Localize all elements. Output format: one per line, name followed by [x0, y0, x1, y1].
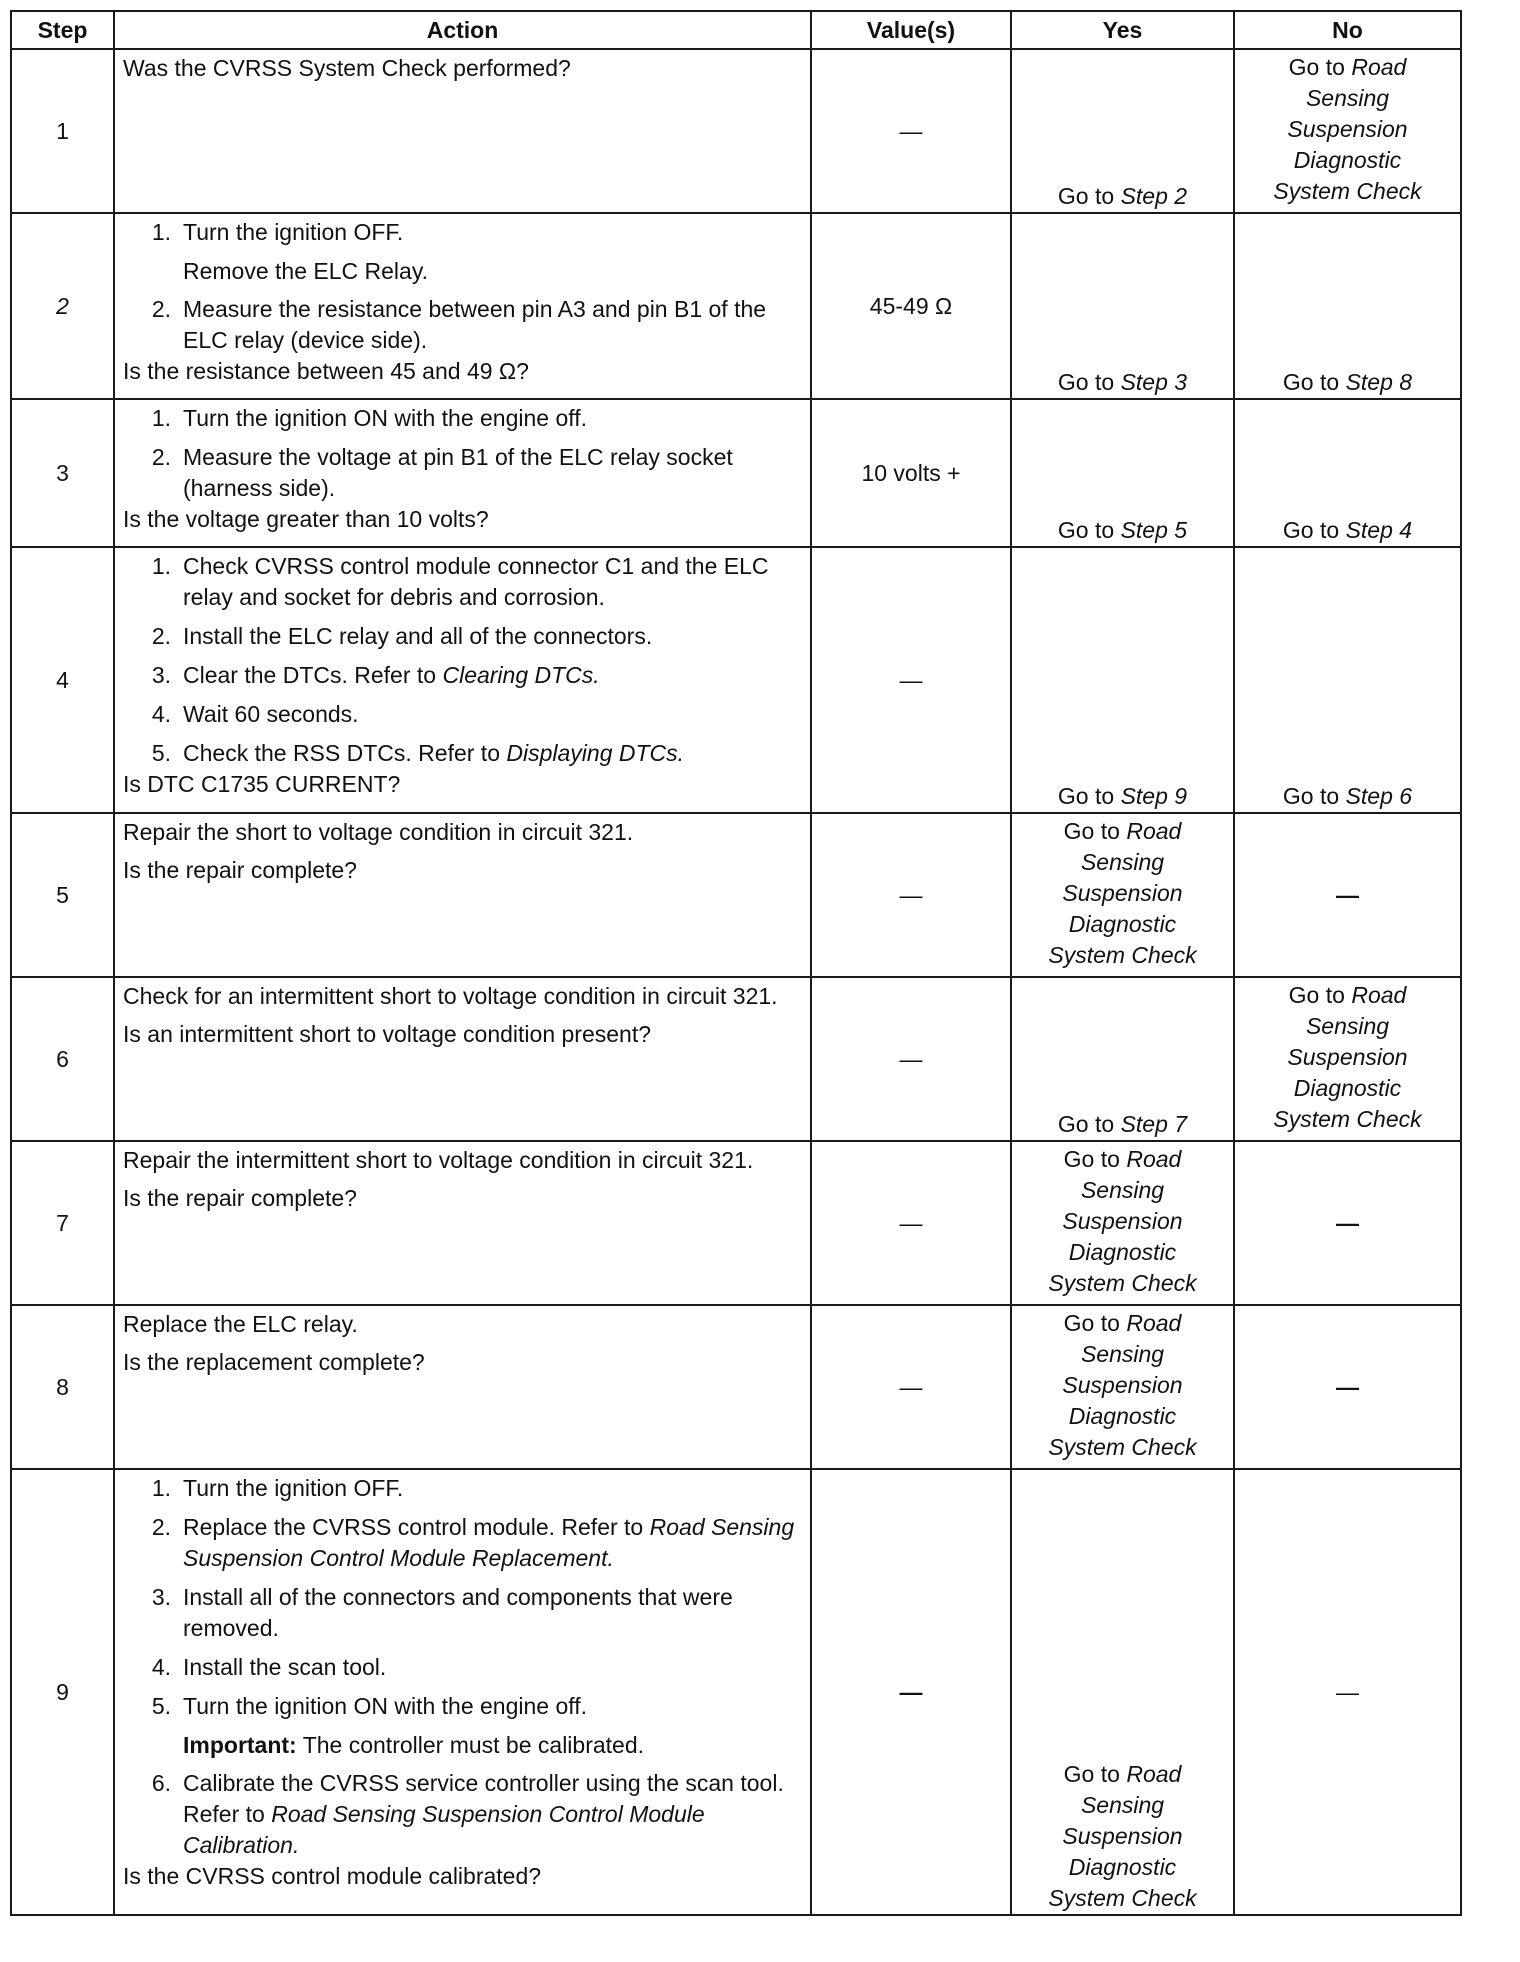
action-text: Repair the short to voltage condition in circuit 321.: [123, 819, 634, 845]
header-action: Action: [114, 11, 811, 49]
header-row: [11, 11, 1461, 49]
yes-prefix: Go to: [1063, 1761, 1120, 1787]
list-item: 5. Check the RSS DTCs. Refer to Displaying DTCs.: [151, 740, 685, 766]
list-note: Remove the ELC Relay.: [183, 258, 429, 284]
value-cell: —: [811, 1141, 1011, 1305]
table-row: [11, 213, 1461, 399]
list-item: 1. Turn the ignition OFF.: [151, 1475, 404, 1501]
value-cell: 10 volts +: [811, 399, 1011, 547]
action-cell: [114, 977, 811, 1141]
list-item: 2. Install the ELC relay and all of the connectors.: [151, 623, 653, 649]
yes-ref-l5: System Check: [1048, 1434, 1197, 1460]
question-text: Is the repair complete?: [123, 857, 357, 883]
yes-ref-l1: Road: [1126, 818, 1182, 844]
step-number: 7: [11, 1141, 114, 1305]
reference-link: Road Sensing Suspension Control Module Calibration.: [183, 1801, 705, 1858]
no-prefix: Go to: [1288, 982, 1345, 1008]
no-prefix: Go to: [1288, 54, 1345, 80]
action-cell: [114, 813, 811, 977]
step-number: 8: [11, 1305, 114, 1469]
reference-link: Clearing DTCs.: [442, 662, 600, 688]
no-cell: [1234, 547, 1461, 813]
no-prefix: Go to: [1282, 783, 1340, 809]
yes-cell: [1011, 1305, 1234, 1469]
question-text: Is the repair complete?: [123, 1185, 357, 1211]
no-cell: —: [1234, 1469, 1461, 1915]
yes-ref-l4: Diagnostic: [1068, 1854, 1177, 1880]
yes-prefix: Go to: [1063, 1146, 1120, 1172]
yes-ref-l5: System Check: [1048, 1270, 1197, 1296]
list-item: 1. Check CVRSS control module connector C1 and the ELC relay and socket for debris and corrosion.: [151, 553, 769, 610]
step-number: 1: [11, 49, 114, 213]
no-ref-l2: Sensing: [1305, 1013, 1390, 1039]
list-item: 4. Install the scan tool.: [151, 1654, 387, 1680]
yes-ref-l3: Suspension: [1062, 1372, 1183, 1398]
yes-cell: [1011, 547, 1234, 813]
list-item: 3. Install all of the connectors and components that were removed.: [151, 1584, 733, 1641]
yes-prefix: Go to: [1057, 783, 1115, 809]
yes-ref: Step 3: [1120, 369, 1188, 395]
step-number: 6: [11, 977, 114, 1141]
no-cell: —: [1234, 813, 1461, 977]
yes-ref-l3: Suspension: [1062, 1208, 1183, 1234]
list-item: 1. Turn the ignition ON with the engine off.: [151, 405, 588, 431]
action-cell: [114, 547, 811, 813]
no-cell: [1234, 49, 1461, 213]
value-cell: —: [811, 1305, 1011, 1469]
yes-prefix: Go to: [1063, 818, 1120, 844]
no-ref-l5: System Check: [1273, 178, 1422, 204]
question-text: Is the CVRSS control module calibrated?: [123, 1863, 542, 1889]
yes-ref-l4: Diagnostic: [1068, 911, 1177, 937]
table-row: [11, 1141, 1461, 1305]
value-cell: —: [811, 977, 1011, 1141]
action-text: Replace the ELC relay.: [123, 1311, 358, 1337]
action-cell: [114, 1305, 811, 1469]
yes-ref-l2: Sensing: [1080, 849, 1165, 875]
no-ref-l4: Diagnostic: [1293, 147, 1402, 173]
yes-cell: [1011, 977, 1234, 1141]
no-ref-l2: Sensing: [1305, 85, 1390, 111]
yes-ref: Step 7: [1120, 1111, 1188, 1137]
no-cell: —: [1234, 1141, 1461, 1305]
table-row: [11, 1305, 1461, 1469]
question-text: Is the resistance between 45 and 49 Ω?: [123, 358, 529, 384]
action-cell: [114, 1469, 811, 1915]
table-row: [11, 1469, 1461, 1915]
table-row: [11, 49, 1461, 213]
no-ref-l5: System Check: [1273, 1106, 1422, 1132]
yes-ref-l4: Diagnostic: [1068, 1239, 1177, 1265]
yes-ref-l1: Road: [1126, 1146, 1182, 1172]
value-cell: 45-49 Ω: [811, 213, 1011, 399]
header-no: No: [1234, 11, 1461, 49]
no-ref-l1: Road: [1351, 54, 1407, 80]
yes-ref-l4: Diagnostic: [1068, 1403, 1177, 1429]
no-ref-l3: Suspension: [1287, 1044, 1408, 1070]
no-ref: Step 6: [1345, 783, 1413, 809]
reference-link: Road Sensing Suspension Control Module Replacement.: [183, 1514, 795, 1571]
step-number: 4: [11, 547, 114, 813]
yes-prefix: Go to: [1057, 517, 1115, 543]
yes-prefix: Go to: [1057, 1111, 1115, 1137]
action-cell: [114, 213, 811, 399]
value-cell: —: [811, 547, 1011, 813]
yes-prefix: Go to: [1057, 369, 1115, 395]
table-row: [11, 977, 1461, 1141]
list-item: 4. Wait 60 seconds.: [151, 701, 359, 727]
yes-ref-l3: Suspension: [1062, 880, 1183, 906]
list-item: 2. Measure the resistance between pin A3 and pin B1 of the ELC relay (device side).: [151, 296, 767, 353]
table-row: [11, 399, 1461, 547]
action-cell: [114, 49, 811, 213]
value-cell: —: [811, 1469, 1011, 1915]
yes-ref: Step 5: [1120, 517, 1188, 543]
no-cell: —: [1234, 1305, 1461, 1469]
step-number: 3: [11, 399, 114, 547]
question-text: Is the replacement complete?: [123, 1349, 425, 1375]
list-item: 2. Measure the voltage at pin B1 of the ELC relay socket (harness side).: [151, 444, 733, 501]
header-step: Step: [11, 11, 114, 49]
yes-cell: [1011, 213, 1234, 399]
no-ref-l4: Diagnostic: [1293, 1075, 1402, 1101]
yes-cell: [1011, 1141, 1234, 1305]
table-row: [11, 547, 1461, 813]
yes-ref-l2: Sensing: [1080, 1341, 1165, 1367]
yes-ref: Step 2: [1120, 183, 1188, 209]
important-note: Important: The controller must be calibrated.: [183, 1732, 645, 1758]
yes-ref-l1: Road: [1126, 1761, 1182, 1787]
list-item: 2. Replace the CVRSS control module. Refer to Road Sensing Suspension Control Module Replacement.: [151, 1514, 795, 1571]
action-cell: [114, 399, 811, 547]
list-item: 6. Calibrate the CVRSS service controller using the scan tool. Refer to Road Sensing Suspension Control Module Calibration.: [151, 1770, 784, 1858]
no-prefix: Go to: [1282, 369, 1340, 395]
step-number: 5: [11, 813, 114, 977]
question-text: Is the voltage greater than 10 volts?: [123, 506, 489, 532]
header-yes: Yes: [1011, 11, 1234, 49]
table-row: [11, 813, 1461, 977]
yes-ref-l5: System Check: [1048, 942, 1197, 968]
step-number: 2: [11, 213, 114, 399]
action-text: Check for an intermittent short to voltage condition in circuit 321.: [123, 983, 778, 1009]
diagnostic-table: [10, 10, 1462, 1916]
no-ref: Step 4: [1345, 517, 1413, 543]
action-cell: [114, 1141, 811, 1305]
question-text: Is DTC C1735 CURRENT?: [123, 771, 401, 797]
value-cell: —: [811, 813, 1011, 977]
question-text: Is an intermittent short to voltage condition present?: [123, 1021, 652, 1047]
no-cell: [1234, 399, 1461, 547]
yes-ref-l1: Road: [1126, 1310, 1182, 1336]
no-cell: [1234, 213, 1461, 399]
step-number: 9: [11, 1469, 114, 1915]
yes-cell: [1011, 1469, 1234, 1915]
no-ref: Step 8: [1345, 369, 1413, 395]
yes-ref-l3: Suspension: [1062, 1823, 1183, 1849]
yes-ref-l2: Sensing: [1080, 1177, 1165, 1203]
no-cell: [1234, 977, 1461, 1141]
value-cell: —: [811, 49, 1011, 213]
reference-link: Displaying DTCs.: [506, 740, 685, 766]
no-ref-l3: Suspension: [1287, 116, 1408, 142]
yes-ref-l2: Sensing: [1080, 1792, 1165, 1818]
list-item: 1. Turn the ignition OFF.: [151, 219, 404, 245]
list-item: 3. Clear the DTCs. Refer to Clearing DTCs.: [151, 662, 600, 688]
yes-cell: [1011, 813, 1234, 977]
header-values: Value(s): [811, 11, 1011, 49]
no-prefix: Go to: [1282, 517, 1340, 543]
yes-ref-l5: System Check: [1048, 1885, 1197, 1911]
yes-prefix: Go to: [1057, 183, 1115, 209]
yes-cell: [1011, 49, 1234, 213]
yes-cell: [1011, 399, 1234, 547]
no-ref-l1: Road: [1351, 982, 1407, 1008]
action-text: Repair the intermittent short to voltage condition in circuit 321.: [123, 1147, 754, 1173]
yes-prefix: Go to: [1063, 1310, 1120, 1336]
yes-ref: Step 9: [1120, 783, 1188, 809]
list-item: 5. Turn the ignition ON with the engine off.: [151, 1693, 588, 1719]
action-text: Was the CVRSS System Check performed?: [123, 55, 571, 81]
